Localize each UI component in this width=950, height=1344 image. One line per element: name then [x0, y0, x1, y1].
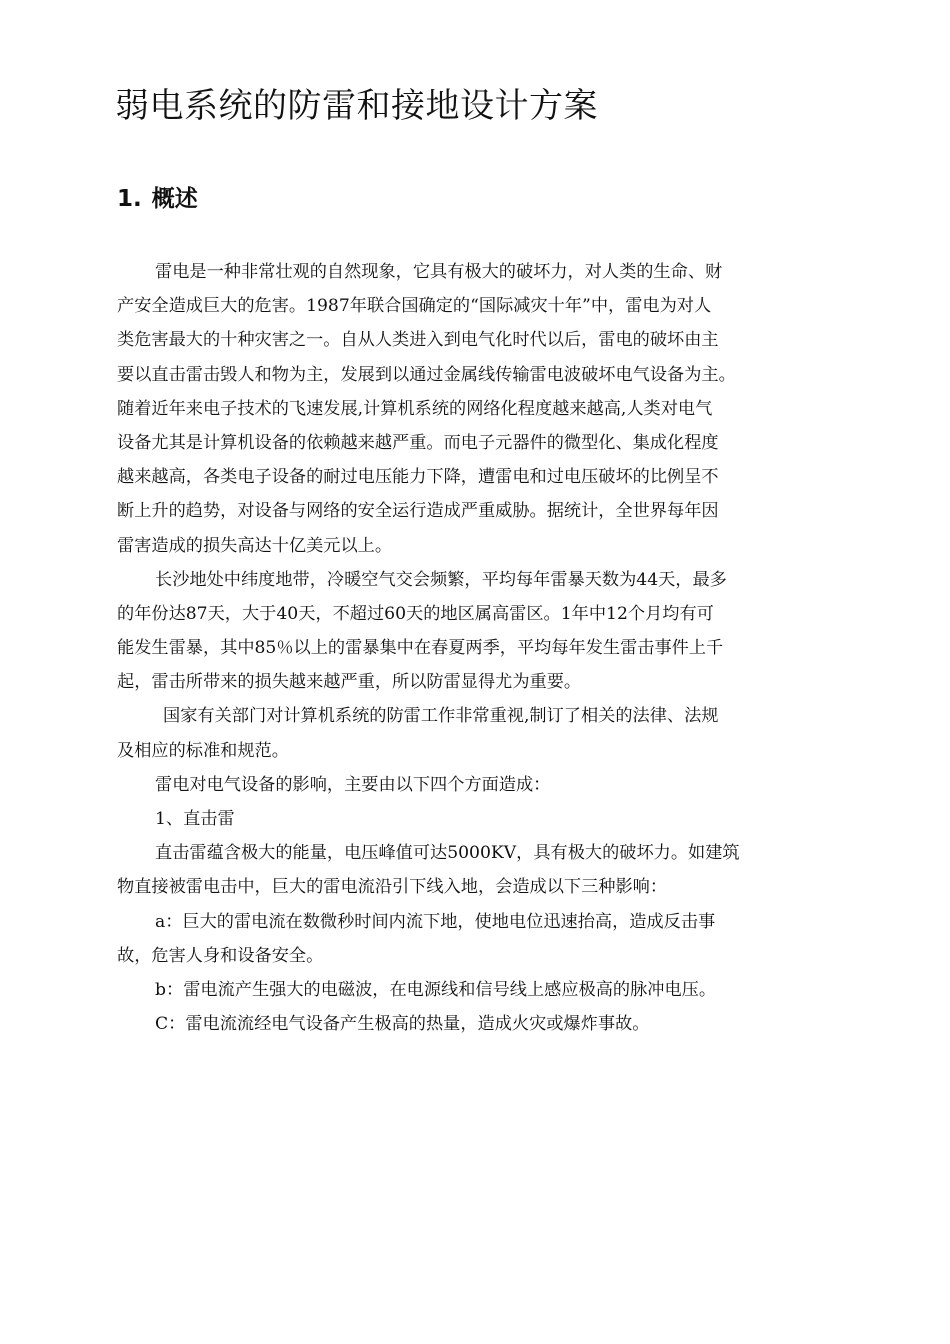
text-line: 随着近年来电子技术的飞速发展,计算机系统的网络化程度越来越高,人类对电气: [117, 398, 713, 419]
section-title: 概述: [151, 186, 198, 212]
text-line: 越来越高，各类电子设备的耐过电压能力下降，遭雷电和过电压破坏的比例呈不: [117, 467, 719, 488]
body-text: [117, 255, 837, 1041]
text-line: 长沙地处中纬度地带，冷暖空气交会频繁，平均每年雷暴天数为44天，最多: [155, 569, 727, 590]
document-title: 弱电系统的防雷和接地设计方案: [115, 86, 598, 126]
text-line: 起，雷击所带来的损失越来越严重，所以防雷显得尤为重要。: [117, 672, 582, 693]
section-number: 1.: [117, 186, 142, 212]
text-line: 雷电对电气设备的影响，主要由以下四个方面造成：: [155, 774, 551, 795]
text-line: 断上升的趋势，对设备与网络的安全运行造成严重威胁。据统计，全世界每年因: [117, 501, 719, 522]
text-line: 国家有关部门对计算机系统的防雷工作非常重视,制订了相关的法律、法规: [163, 706, 719, 727]
text-line: 产安全造成巨大的危害。1987年联合国确定的“国际减灾十年”中，雷电为对人: [117, 296, 712, 317]
text-line: 及相应的标准和规范。: [117, 740, 289, 761]
text-line: 设备尤其是计算机设备的依赖越来越严重。而电子元器件的微型化、集成化程度: [117, 432, 719, 453]
text-line: 雷电是一种非常壮观的自然现象，它具有极大的破坏力，对人类的生命、财: [155, 262, 723, 282]
text-line: 类危害最大的十种灾害之一。自从人类进入到电气化时代以后，雷电的破坏由主: [117, 330, 719, 351]
text-line: C：雷电流流经电气设备产生极高的热量，造成火灾或爆炸事故。: [155, 1014, 650, 1035]
text-line: 直击雷蕴含极大的能量，电压峰值可达5000KV，具有极大的破坏力。如建筑: [155, 843, 740, 864]
text-line: b：雷电流产生强大的电磁波，在电源线和信号线上感应极高的脉冲电压。: [155, 979, 717, 1000]
text-line: 物直接被雷电击中，巨大的雷电流沿引下线入地，会造成以下三种影响：: [117, 877, 668, 898]
text-line: 1、直击雷: [155, 809, 235, 829]
text-line: 雷害造成的损失高达十亿美元以上。: [117, 535, 393, 556]
text-line: 要以直击雷击毁人和物为主，发展到以通过金属线传输雷电波破坏电气设备为主。: [117, 364, 736, 385]
text-line: 能发生雷暴，其中85％以上的雷暴集中在春夏两季，平均每年发生雷击事件上千: [117, 638, 724, 659]
section-heading: [117, 180, 198, 213]
text-line: 的年份达87天，大于40天，不超过60天的地区属高雷区。1年中12个月均有可: [117, 603, 714, 624]
text-line: 故，危害人身和设备安全。: [117, 945, 324, 966]
text-line: a：巨大的雷电流在数微秒时间内流下地，使地电位迅速抬高，造成反击事: [155, 911, 716, 932]
